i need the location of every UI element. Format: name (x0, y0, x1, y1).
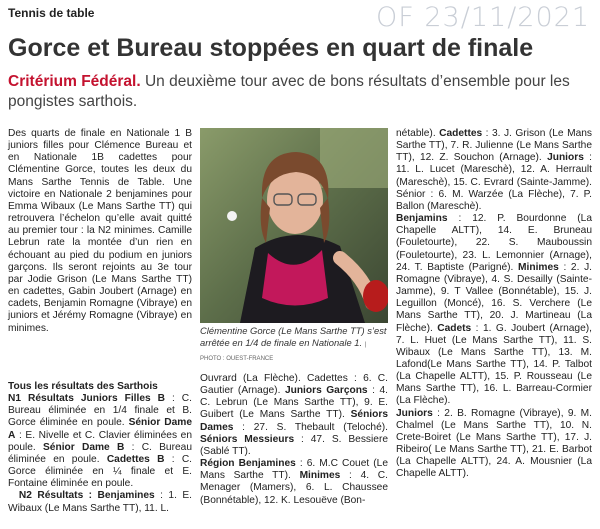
photo-credit: | PHOTO : OUEST-FRANCE (200, 341, 367, 362)
photo-caption (200, 325, 388, 366)
result-label: Sénior Dame A (8, 417, 192, 441)
result-label: Cadettes B (106, 453, 165, 465)
result-text: : 1. E. Wibaux (Le Mans Sarthe TT), 11. L. (8, 490, 192, 514)
result-text: : C. Bureau éliminée en 1/4 finale et B. Gorce éliminée en poule. (8, 393, 192, 429)
result-text: : C. Gorce éliminée en ¼ finale et E. Fontaine éliminée en poule. (8, 453, 193, 490)
result-label: Juniors (547, 152, 584, 164)
results-block-1 (8, 381, 192, 515)
result-text: : E. Nivelle et C. Clavier éliminées en poule. (8, 429, 192, 453)
result-label: Séniors Dames (200, 409, 388, 433)
player-photo-illustration (200, 128, 388, 323)
result-text: : 12. P. Bourdonne (La Chapelle ALTT), 14. E. Bruneau (Fouletourte), 22. S. Mauboussin (Fouletourte), 23. L. Lemonnier (Arnage), 24. T. Baptiste (Parigné). (396, 213, 592, 273)
result-label: Benjamins (396, 213, 448, 225)
result-label: Région Benjamines (200, 458, 296, 470)
lead-text: Un deuxième tour avec de bons résultats d’ensemble pour les pongistes sarthois. (8, 73, 570, 110)
result-text: : 11. L. Lucet (Mareschè), 12. A. Herrault (Mareschè), 15. C. Evrard (Sainte-Jamme). Sénior : 6. M. Warzée (La Flèche), 7. P. Ballon (Mareschè). (396, 152, 592, 212)
result-label: N2 Résultats : Benjamines (18, 490, 155, 502)
article-body: Des quarts de finale en Nationale 1 B juniors filles pour Clémence Bureau et en Nationale 1B cadettes pour Clémentine Gorce, toutes les deux du Mans Sarthe Tennis de Table. Une victoire en Nationale 2 benjamines pour Emma Wibaux (Le Mans Sarthe TT) qui retrouvera l’échelon qu’elle avait quitté au premier tour : la N2 minimes. Camille Lebrun rate la montée d’un rien en échouant au pied du podium en juniors garçons. Ils seront rejoints au 3e tour par Jodie Grison (Le Mans Sarthe TT) en cadettes, Gabin Joubert (Arnage) en cadets, Benjamin Romagne (Vibraye) en juniors et Jérémy Romagne (Vibraye) en minimes. (8, 128, 192, 334)
caption-text: Clémentine Gorce (Le Mans Sarthe TT) s’est arrêtée en 1/4 de finale en Nationale 1. (200, 325, 387, 348)
result-text: : 6. M.C Couet (Le Mans Sarthe TT). (200, 458, 389, 482)
results-block-2 (200, 373, 388, 507)
lead-paragraph (8, 72, 592, 112)
result-label: Minimes (299, 470, 341, 482)
result-label: Juniors (396, 407, 433, 419)
result-label: N1 Résultats Juniors Filles B (8, 393, 166, 405)
result-text: Ouvrard (La Flèche). Cadettes : 6. C. Gautier (Arnage). (200, 373, 388, 397)
lead-kicker: Critérium Fédéral. (8, 73, 141, 90)
result-text: : 4. C. Menager (Mamers), 6. L. Chaussee (Bonnétable), 12. K. Lesouëve (Bon- (200, 470, 388, 506)
result-label: Minimes (518, 261, 559, 273)
section-rubric: Tennis de table (8, 6, 95, 20)
result-text: : 2. B. Romagne (Vibraye), 9. M. Chalmel (Le Mans Sarthe TT), 10. N. Crete-Boiret (Le Mans Sarthe TT), 17. J. Ribeiro( Le Mans Sarthe TT), 21. E. Barbot (La Chapelle ALTT), 24. A. Mousnier (La Chapelle ALTT). (396, 407, 592, 480)
source-date-stamp: OF 23/11/2021 (376, 2, 590, 33)
result-text: : 47. S. Bessiere (Sablé TT). (200, 433, 388, 457)
headline: Gorce et Bureau stoppées en quart de finale (8, 34, 534, 62)
result-text: : 4. C. Lebrun (Le Mans Sarthe TT), 9. E. Guibert (Le Mans Sarthe TT). (200, 385, 388, 421)
results-block-3 (396, 128, 592, 481)
result-text: : 3. J. Grison (Le Mans Sarthe TT), 7. R. Julienne (Le Mans Sarthe TT), 12. Z. Souchon (Arnage). (396, 128, 592, 164)
results-title: Tous les résultats des Sarthois (8, 381, 158, 392)
article-photo (200, 128, 388, 323)
result-label: Juniors Garçons (284, 385, 368, 397)
result-text: : C. Bureau éliminée en poule. (8, 441, 192, 465)
result-text: : 2. J. Romagne (Vibraye), 4. S. Desailly (Sainte-Jamme), 9. T Vallee (Bonnétable), 15. J. Leguillon (Moncé), 16. S. Verchere (Le Mans Sarthe TT), 20. J. Martineau (La Flèche). (396, 261, 592, 334)
result-label: Séniors Messieurs (200, 433, 295, 445)
result-text: : 1. G. Joubert (Arnage), 7. L. Huet (Le Mans Sarthe TT), 11. S. Wibaux (Le Mans Sarthe TT), 13. M. Lafond(Le Mans Sarthe TT), 14. P. Talbot (La Chapelle ALTT), 15. P. Rousseau (Le Mans Sarthe TT), 16. L. Barreau-Cormier (La Flèche). (396, 322, 592, 407)
result-label: Cadets (437, 322, 472, 334)
result-label: Sénior Dame B (43, 441, 125, 453)
result-label: Cadettes (439, 128, 483, 139)
result-text: : 27. S. Thebault (Teloché). (233, 421, 388, 433)
result-text: nétable). (396, 128, 440, 139)
